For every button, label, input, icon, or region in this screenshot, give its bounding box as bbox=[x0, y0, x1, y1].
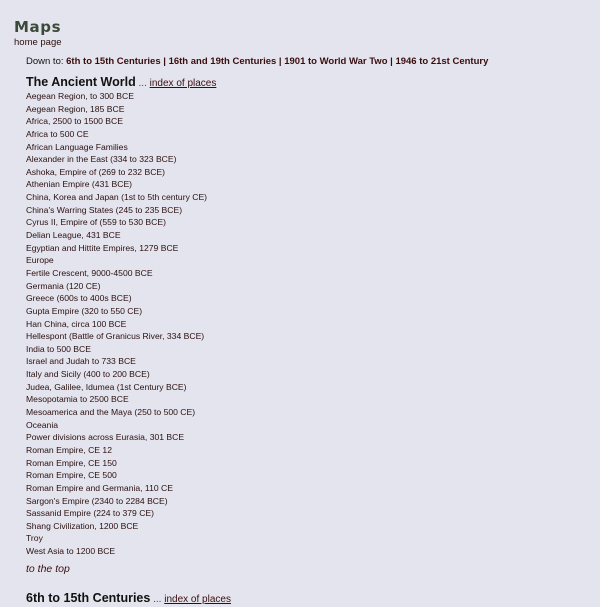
map-link[interactable]: Delian League, 431 BCE bbox=[26, 230, 121, 241]
map-list-item bbox=[26, 330, 586, 343]
map-link[interactable]: Israel and Judah to 733 BCE bbox=[26, 356, 136, 367]
map-list-item bbox=[26, 457, 586, 470]
down-to-nav bbox=[26, 56, 488, 67]
map-list-item bbox=[26, 507, 586, 520]
ancient-world-section bbox=[26, 74, 586, 558]
map-link[interactable]: Gupta Empire (320 to 550 CE) bbox=[26, 305, 143, 316]
map-link[interactable]: Sassanid Empire (224 to 379 CE) bbox=[26, 508, 155, 519]
map-link[interactable]: Power divisions across Eurasia, 301 BCE bbox=[26, 432, 185, 443]
map-link[interactable]: Oceania bbox=[26, 419, 59, 430]
map-link[interactable]: Roman Empire, CE 12 bbox=[26, 444, 112, 455]
map-link[interactable]: Judea, Galilee, Idumea (1st Century BCE) bbox=[26, 381, 187, 392]
map-link[interactable]: Shang Civilization, 1200 BCE bbox=[26, 520, 139, 531]
map-list-item bbox=[26, 419, 586, 432]
section-heading: 6th to 15th Centuries bbox=[26, 591, 151, 605]
map-link[interactable]: Aegean Region, 185 BCE bbox=[26, 103, 125, 114]
map-list-item bbox=[26, 318, 586, 331]
map-list-item bbox=[26, 90, 586, 103]
ancient-world-map-list bbox=[26, 90, 586, 558]
map-link[interactable]: Alexander in the East (334 to 323 BCE) bbox=[26, 154, 177, 165]
map-list-item bbox=[26, 242, 586, 255]
map-link[interactable]: Ashoka, Empire of (269 to 232 BCE) bbox=[26, 166, 166, 177]
heading-ellipsis: ... bbox=[150, 594, 165, 605]
map-link[interactable]: Italy and Sicily (400 to 200 BCE) bbox=[26, 369, 150, 380]
map-list-item bbox=[26, 431, 586, 444]
map-list-item bbox=[26, 545, 586, 558]
map-link[interactable]: Han China, circa 100 BCE bbox=[26, 318, 127, 329]
map-list-item bbox=[26, 166, 586, 179]
map-link[interactable]: Troy bbox=[26, 533, 43, 544]
map-list-item bbox=[26, 381, 586, 394]
map-list-item bbox=[26, 444, 586, 457]
next-section-header bbox=[26, 589, 231, 607]
down-to-label: Down to: bbox=[26, 56, 67, 67]
map-link[interactable]: China, Korea and Japan (1st to 5th century CE) bbox=[26, 192, 208, 203]
map-list-item bbox=[26, 482, 586, 495]
map-list-item bbox=[26, 141, 586, 154]
map-list-item bbox=[26, 305, 586, 318]
nav-link-6th-to-15th-centuries[interactable]: 6th to 15th Centuries bbox=[66, 56, 161, 67]
map-link[interactable]: Athenian Empire (431 BCE) bbox=[26, 179, 133, 190]
map-list-item bbox=[26, 103, 586, 116]
map-link[interactable]: Fertile Crescent, 9000-4500 BCE bbox=[26, 267, 153, 278]
map-link[interactable]: Africa, 2500 to 1500 BCE bbox=[26, 116, 123, 127]
index-of-places-link[interactable]: index of places bbox=[149, 78, 217, 89]
map-link[interactable]: Aegean Region, to 300 BCE bbox=[26, 91, 134, 101]
map-link[interactable]: Africa to 500 CE bbox=[26, 128, 89, 139]
section-heading: The Ancient World bbox=[26, 75, 136, 89]
map-list-item bbox=[26, 178, 586, 191]
to-the-top-link[interactable]: to the top bbox=[26, 563, 70, 575]
map-list-item bbox=[26, 204, 586, 217]
map-list-item bbox=[26, 280, 586, 293]
map-list-item bbox=[26, 115, 586, 128]
map-link[interactable]: Sargon's Empire (2340 to 2284 BCE) bbox=[26, 495, 168, 506]
nav-link-16th-and-19th-centuries[interactable]: 16th and 19th Centuries bbox=[168, 56, 277, 67]
map-list-item bbox=[26, 292, 586, 305]
map-list-item bbox=[26, 469, 586, 482]
map-list-item bbox=[26, 254, 586, 267]
map-link[interactable]: Egyptian and Hittite Empires, 1279 BCE bbox=[26, 242, 179, 253]
map-link[interactable]: China's Warring States (245 to 235 BCE) bbox=[26, 204, 183, 215]
nav-separator: | bbox=[276, 56, 285, 67]
map-list-item bbox=[26, 267, 586, 280]
map-link[interactable]: Hellespont (Battle of Granicus River, 334 BCE) bbox=[26, 331, 205, 342]
map-link[interactable]: Roman Empire and Germania, 110 CE bbox=[26, 482, 173, 493]
map-link[interactable]: Greece (600s to 400s BCE) bbox=[26, 293, 132, 304]
ancient-world-header bbox=[26, 74, 586, 90]
nav-separator: | bbox=[160, 56, 169, 67]
map-list-item bbox=[26, 355, 586, 368]
map-list-item bbox=[26, 368, 586, 381]
map-list-item bbox=[26, 229, 586, 242]
map-list-item bbox=[26, 393, 586, 406]
map-list-item bbox=[26, 191, 586, 204]
map-link[interactable]: Roman Empire, CE 500 bbox=[26, 470, 117, 481]
map-list-item bbox=[26, 532, 586, 545]
map-list-item bbox=[26, 520, 586, 533]
map-list-item bbox=[26, 406, 586, 419]
map-list-item bbox=[26, 343, 586, 356]
map-list-item bbox=[26, 153, 586, 166]
nav-link-1901-to-world-war-two[interactable]: 1901 to World War Two bbox=[284, 56, 388, 67]
map-link[interactable]: West Asia to 1200 BCE bbox=[26, 546, 116, 557]
map-link[interactable]: Cyrus II, Empire of (559 to 530 BCE) bbox=[26, 217, 166, 228]
map-list-item bbox=[26, 495, 586, 508]
nav-link-1946-to-21st-century[interactable]: 1946 to 21st Century bbox=[395, 56, 489, 67]
map-link[interactable]: Germania (120 CE) bbox=[26, 280, 101, 291]
map-link[interactable]: Roman Empire, CE 150 bbox=[26, 457, 117, 468]
heading-ellipsis: ... bbox=[135, 78, 150, 89]
map-link[interactable]: Mesoamerica and the Maya (250 to 500 CE) bbox=[26, 407, 196, 418]
home-page-link[interactable]: home page bbox=[14, 37, 62, 48]
map-link[interactable]: African Language Families bbox=[26, 141, 128, 152]
nav-separator: | bbox=[387, 56, 396, 67]
map-link[interactable]: Mesopotamia to 2500 BCE bbox=[26, 394, 129, 405]
site-title: Maps bbox=[14, 18, 62, 36]
index-of-places-link[interactable]: index of places bbox=[164, 594, 231, 605]
map-list-item bbox=[26, 216, 586, 229]
map-link[interactable]: India to 500 BCE bbox=[26, 343, 91, 354]
map-link[interactable]: Europe bbox=[26, 255, 54, 266]
map-list-item bbox=[26, 128, 586, 141]
